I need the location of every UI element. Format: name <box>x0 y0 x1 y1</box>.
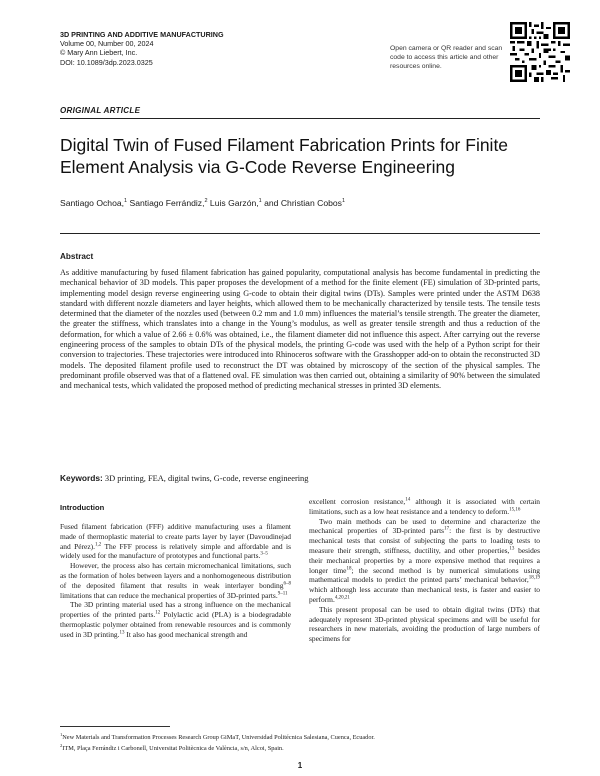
footnote-marker: 1 <box>60 732 63 737</box>
citation-marker[interactable]: 18,19 <box>528 575 540 581</box>
author-name[interactable]: Santiago Ochoa, <box>60 198 125 208</box>
author-affiliation: 1 <box>124 198 128 205</box>
keywords-label: Keywords: <box>60 473 103 483</box>
page-number: 1 <box>297 761 303 770</box>
body-paragraph <box>60 522 291 561</box>
qr-code-icon[interactable] <box>510 22 570 82</box>
citation-marker[interactable]: 3–5 <box>260 551 268 557</box>
citation-marker[interactable]: 1,2 <box>94 542 102 548</box>
body-column-right <box>309 497 540 644</box>
citation-marker[interactable]: 13 <box>509 546 515 552</box>
author-affiliation: 2 <box>204 198 208 205</box>
keywords-list: 3D printing, FEA, digital twins, G-code, reverse engineering <box>102 474 309 483</box>
affiliation-footnotes <box>60 731 540 754</box>
paragraph-text: This present proposal can be used to obtain digital twins (DTs) that adequately represent 3D-printed physical specimens and will be useful for researchers in new materials, avoiding the production of large numbers of specimens for <box>309 604 540 644</box>
body-paragraph <box>309 517 540 605</box>
author-list <box>60 198 345 208</box>
citation-marker[interactable]: 12 <box>155 610 161 616</box>
right-paragraphs <box>309 497 540 644</box>
introduction-heading: Introduction <box>60 503 105 512</box>
footnote <box>60 742 540 753</box>
paragraph-text: It also has good mechanical strength and <box>124 629 248 639</box>
keywords-line <box>60 473 540 483</box>
paragraph-text: excellent corrosion resistance, <box>309 497 406 506</box>
citation-marker[interactable]: 18 <box>346 566 352 572</box>
paragraph-text: Two main methods can be used to determine and characterize the mechanical properties of 3D-printed parts <box>309 516 540 536</box>
citation-marker[interactable]: 6–8 <box>283 581 291 587</box>
qr-instruction: Open camera or QR reader and scan code to access this article and other resources online. <box>390 45 503 70</box>
author-name[interactable]: and Christian Cobos <box>261 198 342 208</box>
paragraph-text: ; the second method is by numerical simulations using mathematical models to predict the printed parts’ mechanical behavior, <box>309 565 540 585</box>
citation-marker[interactable]: 13 <box>119 630 125 636</box>
paragraph-text: The 3D printing material used has a strong influence on the mechanical properties of the printed parts. <box>60 600 291 620</box>
paragraph-text: limitations that can reduce the mechanical properties of 3D-printed parts. <box>60 590 278 600</box>
footnote <box>60 731 540 742</box>
authors-divider <box>60 233 540 234</box>
journal-volume: Volume 00, Number 00, 2024 <box>60 39 154 49</box>
citation-marker[interactable]: 14 <box>405 497 411 503</box>
paragraph-text: However, the process also has certain micromechanical limitations, such as the formation of holes between layers and a nonhomogeneous distribution of the deposited filament that results in weak interlayer bonding <box>60 561 291 590</box>
body-paragraph <box>60 561 291 600</box>
paragraph-text: although it is associated with certain limitations, such as a low heat resistance and a tendency to deform. <box>309 497 540 516</box>
paragraph-text: : the first is by destructive mechanical tests that consist of subjecting the parts to loading tests to measure their strength, stiffness, ductility, and other properties, <box>309 526 540 555</box>
paragraph-text: which although less accurate than mechanical tests, is faster and easier to perform. <box>309 585 540 604</box>
paragraph-text: Fused filament fabrication (FFF) additive manufacturing uses a filament made of thermoplastic material to create parts layer by layer (Davoudinejad and Pérez). <box>60 522 291 551</box>
body-paragraph <box>60 600 291 639</box>
author-name[interactable]: Luis Garzón, <box>207 198 259 208</box>
header-divider <box>60 118 540 119</box>
journal-name: 3D PRINTING AND ADDITIVE MANUFACTURING <box>60 30 224 39</box>
abstract-heading: Abstract <box>60 252 94 261</box>
body-column-left <box>60 503 291 640</box>
author-name[interactable]: Santiago Ferrándiz, <box>127 198 205 208</box>
journal-info <box>60 30 224 67</box>
footnote-text: New Materials and Transformation Processes Research Group GiMaT, Universidad Politécnica Salesiana, Cuenca, Ecuador. <box>62 734 375 742</box>
citation-marker[interactable]: 15,16 <box>509 507 521 513</box>
left-paragraphs <box>60 522 291 640</box>
citation-marker[interactable]: 9–11 <box>277 591 288 597</box>
abstract-body: As additive manufacturing by fused filament fabrication has gained popularity, computational analysis has become fundamental in predicting the mechanical behavior of 3D models. This paper proposes the development of a method for the finite element (FE) simulation of 3D-printed parts, implementing model design reverse engineering using G-code to obtain their digital twins (DTs). Samples were printed under the ASTM D638 standard with different nozzle diameters and layer heights, which allowed them to be mechanically characterized by tensile tests. The tensile tests determined that the diameter of the nozzles used (between 0.2 mm and 1.0 mm) influences the material’s tensile strength. The greater the diameter, the greater the stiffness, which translates into a change in the Young’s modulus, as well as greater tensile strength and thus a reduction of the deformation, for which a value of 2.66 ± 0.6% was obtained, i.e., the filament diameter did not influence this aspect. After carrying out the reverse engineering process of the samples to obtain DTs of the physical models, the printing G-code was used with the help of a Python script for their conversion to trajectories. These trajectories were introduced into Rhinoceros software with the Grasshopper add-on to obtain the reconstructed 3D models. The deposited filament profile used to reconstruct the DT was obtained by microscopy of the section of the physical samples. The predominant profile observed was that of a flattened oval. FE simulation was then carried out, obtaining a similarity of 90% between the simulated and mechanical tests, which validated the proposed method of predicting mechanical stresses in printed 3D elements. <box>60 268 540 391</box>
article-title: Digital Twin of Fused Filament Fabrication Prints for Finite Element Analysis via G-Code Reverse Engineering <box>60 135 509 177</box>
journal-doi[interactable]: DOI: 10.1089/3dp.2023.0325 <box>60 57 153 67</box>
body-paragraph <box>309 497 540 517</box>
author-affiliation: 1 <box>341 198 346 205</box>
paragraph-text: besides their mechanical properties by a more expensive method that requires a longer time <box>309 545 540 575</box>
paragraph-text: Polylactic acid (PLA) is a biodegradable thermoplastic polymer obtained from renewable resources and is commonly used in 3D printing. <box>60 610 291 639</box>
author-affiliation: 1 <box>258 198 262 205</box>
article-type-label: ORIGINAL ARTICLE <box>60 106 141 115</box>
paragraph-text: The FFF process is relatively simple and affordable and is widely used for the manufacture of prototypes and functional parts. <box>60 541 291 561</box>
citation-marker[interactable]: 4,20,21 <box>334 595 350 601</box>
footnote-text: ITM, Plaça Ferrándiz i Carbonell, Universitat Politècnica de València, s/n, Alcoi, Spain. <box>62 745 284 753</box>
body-paragraph <box>309 605 540 644</box>
citation-marker[interactable]: 17 <box>444 526 450 532</box>
journal-copyright: © Mary Ann Liebert, Inc. <box>60 48 138 58</box>
footnote-marker: 2 <box>60 743 63 749</box>
footnote-divider <box>60 726 170 727</box>
